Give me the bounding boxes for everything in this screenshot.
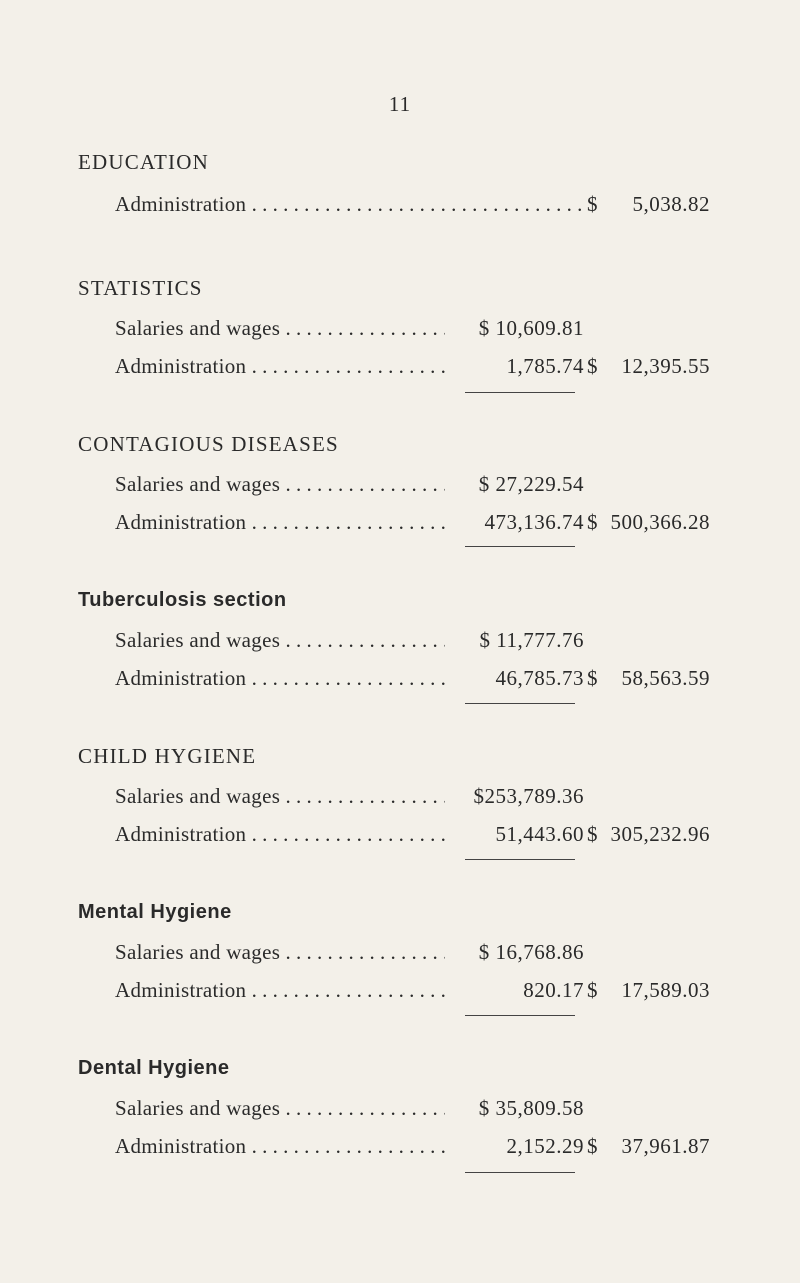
row-label: Salaries and wages . . . (115, 628, 445, 653)
row-label: Administration . . . (115, 978, 445, 1003)
section-heading: CONTAGIOUS DISEASES (78, 432, 339, 456)
section-heading: Tuberculosis section (78, 589, 287, 611)
row-label: Administration . . . (115, 822, 445, 847)
row-total: 305,232.96 (610, 822, 710, 846)
row-label: Administration . . . (115, 192, 583, 217)
table-row (0, 822, 800, 852)
row-total: 5,038.82 (632, 192, 710, 216)
table-row (0, 510, 800, 540)
dollar-sign: $ (587, 666, 598, 690)
dollar-sign: $ (587, 192, 598, 216)
row-amount: $ 27,229.54 (478, 472, 584, 496)
row-total: 500,366.28 (610, 510, 710, 534)
row-label: Salaries and wages . . . (115, 472, 445, 497)
table-row (0, 1096, 800, 1126)
table-row (0, 316, 800, 346)
row-label: Administration . . . (115, 354, 445, 379)
table-row (0, 784, 800, 814)
page-number: 11 (388, 92, 412, 116)
row-amount: 820.17 (523, 978, 584, 1002)
table-row (0, 354, 800, 384)
row-amount: 2,152.29 (506, 1134, 584, 1158)
row-label: Administration . . . (115, 510, 445, 535)
table-row (0, 1134, 800, 1164)
row-label: Salaries and wages . . . (115, 316, 445, 341)
section-heading: STATISTICS (78, 276, 203, 300)
row-amount: $ 11,777.76 (479, 628, 584, 652)
row-total: 17,589.03 (621, 978, 710, 1002)
row-amount: $ 10,609.81 (478, 316, 584, 340)
dollar-sign: $ (587, 354, 598, 378)
row-label: Salaries and wages . . . (115, 940, 445, 965)
section-heading: EDUCATION (78, 150, 209, 174)
subtotal-rule (465, 546, 575, 547)
row-amount: 51,443.60 (495, 822, 584, 846)
subtotal-rule (465, 703, 575, 704)
row-amount: $ 35,809.58 (478, 1096, 584, 1120)
row-total: 37,961.87 (621, 1134, 710, 1158)
subtotal-rule (465, 859, 575, 860)
subtotal-rule (465, 1172, 575, 1173)
table-row (0, 940, 800, 970)
row-label: Administration . . . (115, 666, 445, 691)
row-amount: 473,136.74 (484, 510, 584, 534)
row-label: Administration . . . (115, 1134, 445, 1159)
table-row (0, 628, 800, 658)
table-row (0, 472, 800, 502)
dollar-sign: $ (587, 1134, 598, 1158)
subtotal-rule (465, 392, 575, 393)
row-label: Salaries and wages . . . (115, 784, 445, 809)
row-total: 58,563.59 (621, 666, 710, 690)
row-total: 12,395.55 (621, 354, 710, 378)
table-row (0, 666, 800, 696)
section-heading: Mental Hygiene (78, 901, 232, 923)
row-amount: 1,785.74 (506, 354, 584, 378)
row-amount: $ 16,768.86 (478, 940, 584, 964)
table-row (0, 978, 800, 1008)
subtotal-rule (465, 1015, 575, 1016)
section-heading: Dental Hygiene (78, 1057, 230, 1079)
table-row (0, 192, 800, 222)
dollar-sign: $ (587, 822, 598, 846)
row-label: Salaries and wages . . . (115, 1096, 445, 1121)
row-amount: 46,785.73 (495, 666, 584, 690)
dollar-sign: $ (587, 978, 598, 1002)
dollar-sign: $ (587, 510, 598, 534)
row-amount: $253,789.36 (473, 784, 584, 808)
section-heading: CHILD HYGIENE (78, 744, 257, 768)
